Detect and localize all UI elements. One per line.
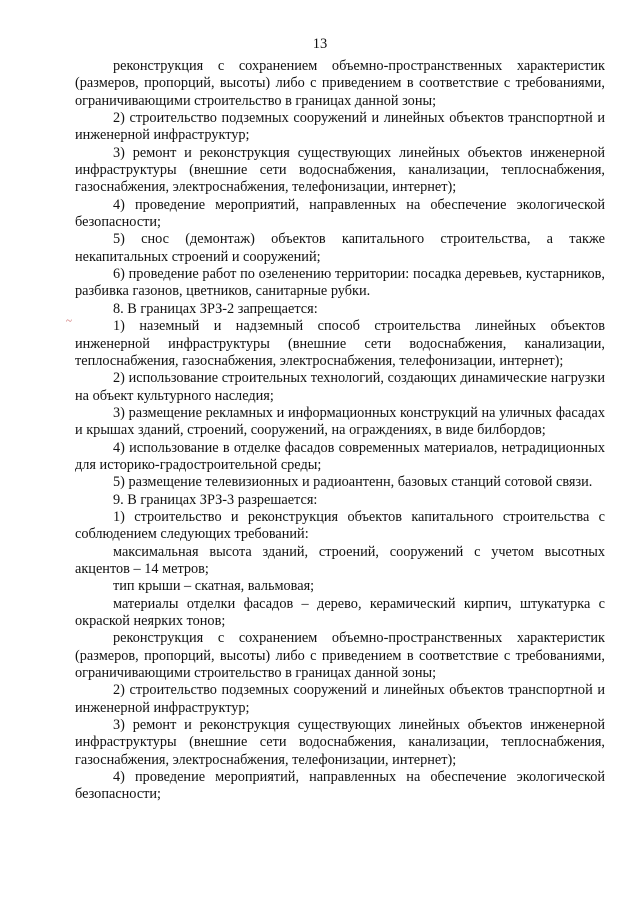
paragraph: тип крыши – скатная, вальмовая;: [113, 578, 315, 595]
paragraph: материалы отделки фасадов – дерево, керамический кирпич, штукатурка с окраской неярких тонов;: [75, 595, 605, 629]
paragraph: 3) ремонт и реконструкция существующих линейных объектов инженерной инфраструктуры (внешние сети водоснабжения, канализации, теплоснабжения, газоснабжения, электроснабжения, телефонизации, интернет);: [75, 144, 605, 196]
paragraph: 1) строительство и реконструкция объектов капитального строительства с соблюдением следующих требований:: [75, 508, 605, 543]
paragraph: 3) ремонт и реконструкция существующих линейных объектов инженерной инфраструктуры (внешние сети водоснабжения, канализации, теплоснабжения, газоснабжения, электроснабжения, телефонизации, интернет);: [75, 717, 605, 768]
paragraph: 5) размещение телевизионных и радиоантенн, базовых станций сотовой связи.: [113, 474, 593, 491]
paragraph: 2) строительство подземных сооружений и линейных объектов транспортной и инженерной инфраструктур;: [75, 110, 605, 144]
paragraph: 3) размещение рекламных и информационных конструкций на уличных фасадах и крышах зданий, строений, сооружений, на ограждениях, в виде билбордов;: [75, 404, 605, 439]
paragraph: 8. В границах ЗРЗ-2 запрещается:: [113, 300, 318, 317]
document-body: [75, 58, 605, 804]
paragraph: реконструкция с сохранением объемно-пространственных характеристик (размеров, пропорций, высоты) либо с приведением в соответствие с требованиями, ограничивающими строительство в границах данной зоны;: [75, 630, 605, 682]
margin-pen-mark: ~: [66, 315, 72, 327]
page-number: 13: [312, 36, 328, 52]
paragraph: максимальная высота зданий, строений, сооружений с учетом высотных акцентов – 14 метров;: [75, 543, 605, 577]
paragraph: 4) проведение мероприятий, направленных на обеспечение экологической безопасности;: [75, 196, 605, 231]
paragraph: 4) использование в отделке фасадов современных материалов, нетрадиционных для историко-градостроительной среды;: [75, 439, 605, 473]
paragraph: 9. В границах ЗРЗ-3 разрешается:: [113, 491, 318, 508]
paragraph: 5) снос (демонтаж) объектов капитального строительства, а также некапитальных строений и сооружений;: [75, 231, 605, 265]
paragraph: 1) наземный и надземный способ строительства линейных объектов инженерной инфраструктуры (внешние сети водоснабжения, канализации, теплоснабжения, газоснабжения, электроснабжения, телефонизации, интернет);: [75, 318, 605, 369]
paragraph: 6) проведение работ по озеленению территории: посадка деревьев, кустарников, разбивка газонов, цветников, санитарные рубки.: [75, 266, 605, 300]
paragraph: реконструкция с сохранением объемно-пространственных характеристик (размеров, пропорций, высоты) либо с приведением в соответствие с требованиями, ограничивающими строительство в границах данной зоны;: [75, 58, 605, 109]
paragraph: 4) проведение мероприятий, направленных на обеспечение экологической безопасности;: [75, 769, 605, 803]
paragraph: 2) использование строительных технологий, создающих динамические нагрузки на объект культурного наследия;: [75, 370, 605, 404]
paragraph: 2) строительство подземных сооружений и линейных объектов транспортной и инженерной инфраструктур;: [75, 682, 605, 716]
